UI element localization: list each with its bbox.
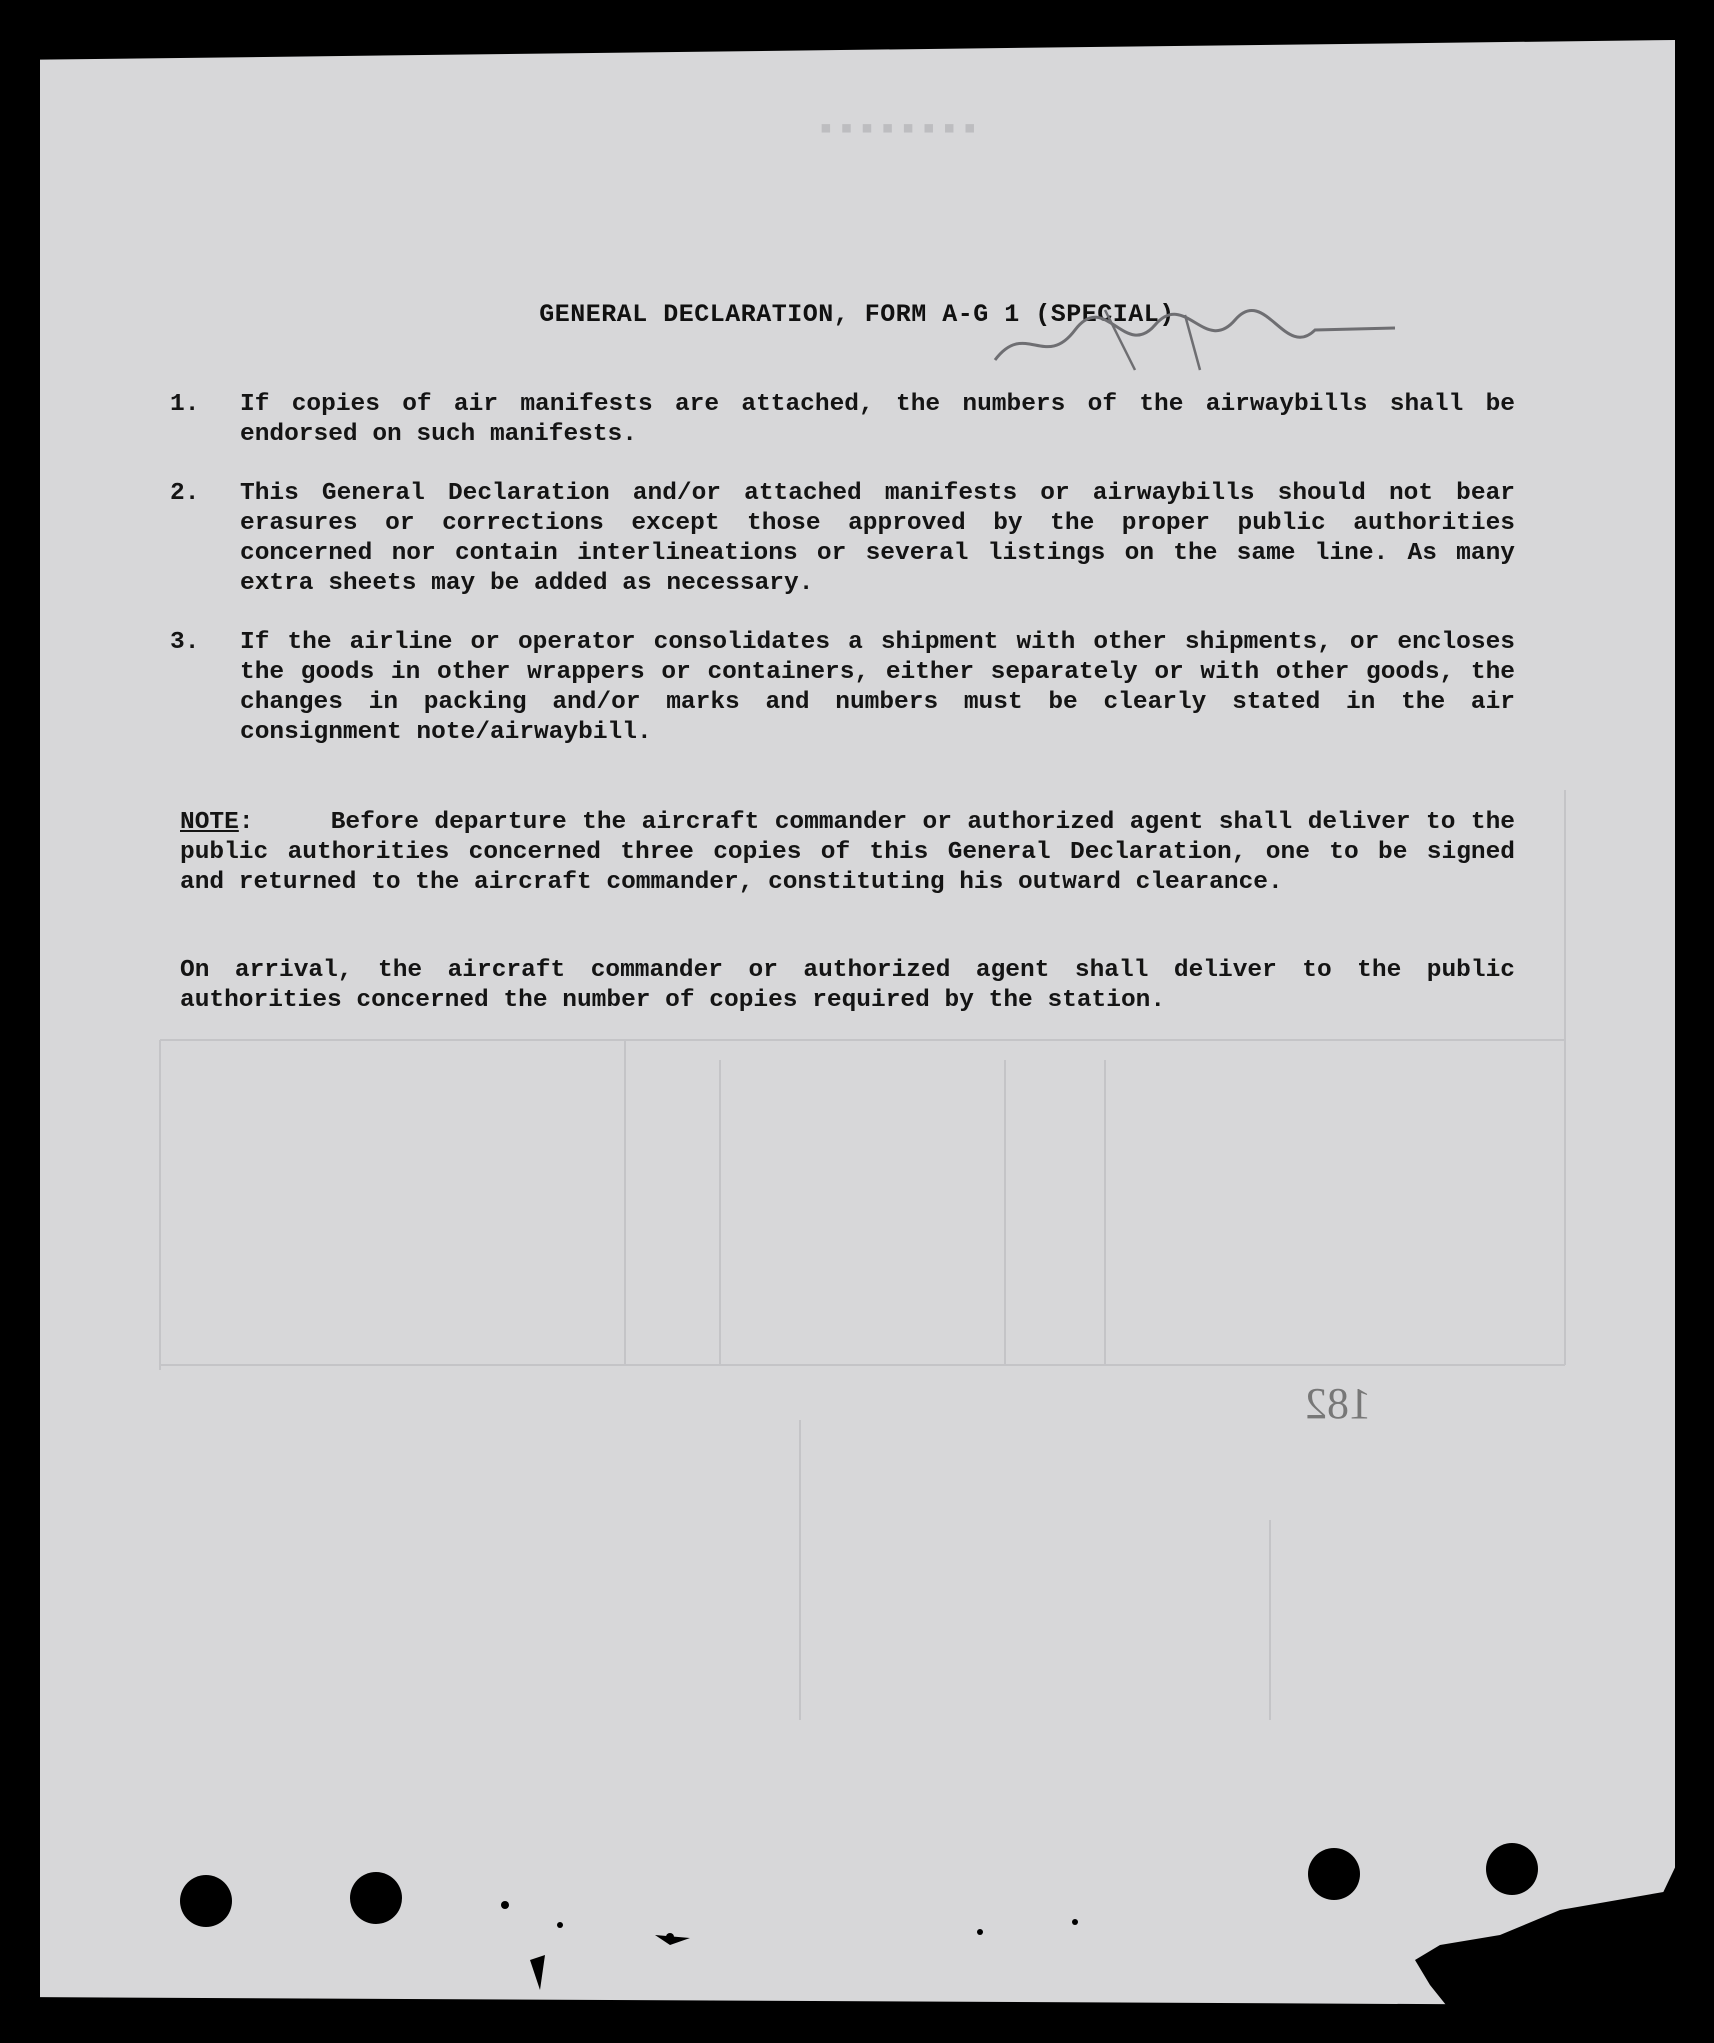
item-number: 1. xyxy=(170,391,200,418)
note-text: Before departure the aircraft commander or authorized agent shall deliver to the public authorities concerned three copies of this General Declaration, one to be signed and returned to the aircraft commander, constituting his outward clearance. xyxy=(180,809,1515,896)
document-title: GENERAL DECLARATION, FORM A-G 1 (SPECIAL) xyxy=(539,300,1175,329)
bleed-through-number: 182 xyxy=(1305,1379,1371,1428)
item-text: This General Declaration and/or attached manifests or airwaybills should not bear erasures or corrections except those approved by the proper public authorities concerned nor contain interlineations or several listings on the same line. As many extra sheets may be added as necessary. xyxy=(240,480,1515,597)
item-number: 3. xyxy=(170,629,200,656)
note-paragraph: NOTE: Before departure the aircraft commander or authorized agent shall deliver to the public authorities concerned three copies of this General Declaration, one to be signed and returned to the aircraft commander, constituting his outward clearance. xyxy=(180,809,1515,896)
arrival-paragraph: On arrival, the aircraft commander or authorized agent shall deliver to the public authorities concerned the number of copies required by the station. xyxy=(180,957,1515,1014)
item-text: If the airline or operator consolidates a shipment with other shipments, or encloses the goods in other wrappers or containers, either separately or with other goods, the changes in packing and/or marks and numbers must be clearly stated in the air consignment note/airwaybill. xyxy=(240,629,1515,746)
item-number: 2. xyxy=(170,480,200,507)
note-label: NOTE xyxy=(180,809,239,836)
bleed-through-text: ▪ ▪ ▪ ▪ ▪ ▪ ▪ ▪ xyxy=(820,110,976,147)
item-text: If copies of air manifests are attached, the numbers of the airwaybills shall be endorsed on such manifests. xyxy=(240,391,1515,448)
